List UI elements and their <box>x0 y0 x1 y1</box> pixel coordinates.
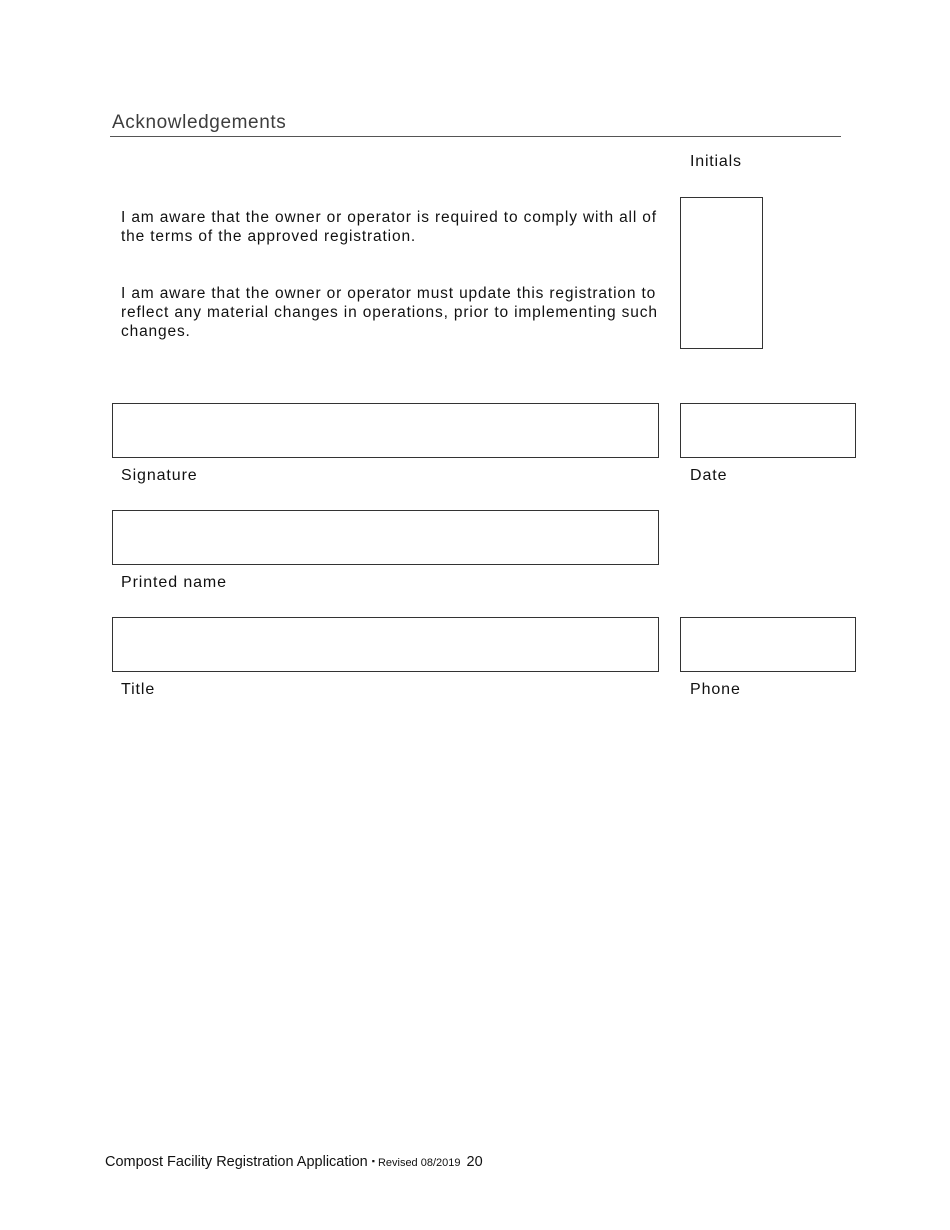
phone-field[interactable] <box>680 617 856 672</box>
date-label: Date <box>690 467 728 484</box>
title-field[interactable] <box>112 617 659 672</box>
footer-document-name: Compost Facility Registration Application <box>105 1154 368 1170</box>
footer-page-number: 20 <box>466 1154 483 1170</box>
section-title: Acknowledgements <box>112 112 287 133</box>
date-field[interactable] <box>680 403 856 458</box>
title-label: Title <box>121 681 156 698</box>
signature-field[interactable] <box>112 403 659 458</box>
initials-box-2[interactable] <box>680 273 763 349</box>
initials-box-1[interactable] <box>680 197 763 274</box>
footer-separator: ▪ <box>371 1156 375 1166</box>
acknowledgement-text-1: I am aware that the owner or operator is required to comply with all of the terms of the approved registration. <box>121 209 657 245</box>
section-divider <box>110 136 841 137</box>
phone-label: Phone <box>690 681 741 698</box>
acknowledgement-text-2: I am aware that the owner or operator must update this registration to reflect any material changes in operations, prior to implementing such changes. <box>121 285 658 340</box>
initials-column-header: Initials <box>690 153 742 170</box>
printed-name-field[interactable] <box>112 510 659 565</box>
page-footer <box>105 1154 483 1170</box>
printed-name-label: Printed name <box>121 574 227 591</box>
signature-label: Signature <box>121 467 198 484</box>
footer-revised-date: Revised 08/2019 <box>377 1157 461 1169</box>
